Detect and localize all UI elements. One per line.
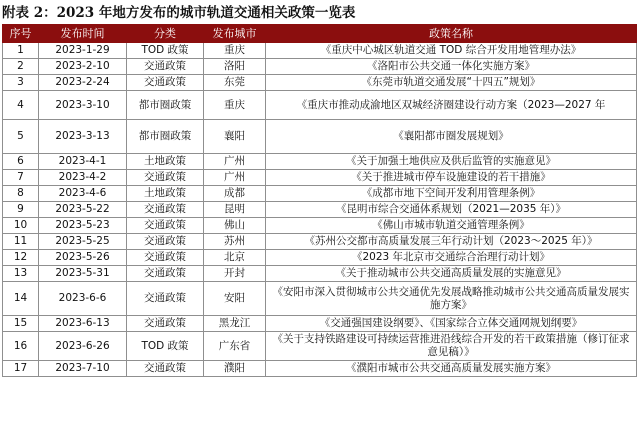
cell-category: 交通政策 xyxy=(127,59,204,75)
cell-date: 2023-2-10 xyxy=(39,59,127,75)
header-policy: 政策名称 xyxy=(266,25,637,43)
cell-no: 9 xyxy=(3,202,39,218)
table-row xyxy=(3,218,637,234)
cell-no: 11 xyxy=(3,234,39,250)
cell-city: 重庆 xyxy=(204,91,266,120)
cell-city: 昆明 xyxy=(204,202,266,218)
cell-date: 2023-4-1 xyxy=(39,154,127,170)
cell-policy: 《重庆市推动成渝地区双城经济圈建设行动方案（2023—2027 年 xyxy=(266,91,637,120)
cell-city: 成都 xyxy=(204,186,266,202)
cell-policy: 《佛山市城市轨道交通管理条例》 xyxy=(266,218,637,234)
cell-policy: 《安阳市深入贯彻城市公共交通优先发展战略推动城市公共交通高质量发展实施方案》 xyxy=(266,282,637,316)
cell-city: 开封 xyxy=(204,266,266,282)
cell-no: 7 xyxy=(3,170,39,186)
table-row xyxy=(3,75,637,91)
cell-date: 2023-3-13 xyxy=(39,120,127,154)
table-row xyxy=(3,43,637,59)
cell-policy: 《苏州公交都市高质量发展三年行动计划（2023～2025 年）》 xyxy=(266,234,637,250)
header-category: 分类 xyxy=(127,25,204,43)
cell-city: 重庆 xyxy=(204,43,266,59)
table-row xyxy=(3,266,637,282)
table-row xyxy=(3,170,637,186)
cell-date: 2023-4-6 xyxy=(39,186,127,202)
table-row xyxy=(3,186,637,202)
cell-policy: 《关于推动城市公共交通高质量发展的实施意见》 xyxy=(266,266,637,282)
table-header-row xyxy=(3,25,637,43)
cell-no: 12 xyxy=(3,250,39,266)
cell-city: 广东省 xyxy=(204,332,266,361)
cell-policy: 《2023 年北京市交通综合治理行动计划》 xyxy=(266,250,637,266)
cell-no: 5 xyxy=(3,120,39,154)
cell-no: 15 xyxy=(3,316,39,332)
cell-category: 都市圈政策 xyxy=(127,120,204,154)
policy-table xyxy=(2,24,637,377)
cell-policy: 《成都市地下空间开发利用管理条例》 xyxy=(266,186,637,202)
cell-policy: 《交通强国建设纲要》、《国家综合立体交通网规划纲要》 xyxy=(266,316,637,332)
cell-policy: 《昆明市综合交通体系规划（2021—2035 年）》 xyxy=(266,202,637,218)
cell-category: TOD 政策 xyxy=(127,332,204,361)
cell-city: 广州 xyxy=(204,170,266,186)
cell-category: 交通政策 xyxy=(127,218,204,234)
cell-policy: 《关于推进城市停车设施建设的若干措施》 xyxy=(266,170,637,186)
cell-no: 8 xyxy=(3,186,39,202)
cell-date: 2023-2-24 xyxy=(39,75,127,91)
cell-date: 2023-5-23 xyxy=(39,218,127,234)
cell-date: 2023-6-26 xyxy=(39,332,127,361)
cell-no: 4 xyxy=(3,91,39,120)
cell-date: 2023-7-10 xyxy=(39,361,127,377)
cell-policy: 《东莞市轨道交通发展“十四五”规划》 xyxy=(266,75,637,91)
cell-no: 6 xyxy=(3,154,39,170)
cell-policy: 《重庆中心城区轨道交通 TOD 综合开发用地管理办法》 xyxy=(266,43,637,59)
cell-policy: 《洛阳市公共交通一体化实施方案》 xyxy=(266,59,637,75)
cell-category: 交通政策 xyxy=(127,266,204,282)
table-row xyxy=(3,154,637,170)
cell-no: 17 xyxy=(3,361,39,377)
cell-city: 濮阳 xyxy=(204,361,266,377)
cell-category: 土地政策 xyxy=(127,154,204,170)
cell-policy: 《关于支持铁路建设可持续运营推进沿线综合开发的若干政策措施（修订征求意见稿）》 xyxy=(266,332,637,361)
table-row xyxy=(3,361,637,377)
cell-date: 2023-6-6 xyxy=(39,282,127,316)
cell-city: 黑龙江 xyxy=(204,316,266,332)
cell-no: 1 xyxy=(3,43,39,59)
cell-date: 2023-1-29 xyxy=(39,43,127,59)
table-row xyxy=(3,202,637,218)
table-row xyxy=(3,120,637,154)
cell-city: 洛阳 xyxy=(204,59,266,75)
cell-date: 2023-5-22 xyxy=(39,202,127,218)
cell-date: 2023-5-25 xyxy=(39,234,127,250)
cell-city: 佛山 xyxy=(204,218,266,234)
cell-no: 14 xyxy=(3,282,39,316)
cell-category: TOD 政策 xyxy=(127,43,204,59)
header-date: 发布时间 xyxy=(39,25,127,43)
table-caption: 附表 2：2023 年地方发布的城市轨道交通相关政策一览表 xyxy=(2,5,356,21)
cell-category: 土地政策 xyxy=(127,186,204,202)
cell-city: 襄阳 xyxy=(204,120,266,154)
cell-no: 3 xyxy=(3,75,39,91)
cell-date: 2023-3-10 xyxy=(39,91,127,120)
cell-category: 交通政策 xyxy=(127,234,204,250)
header-city: 发布城市 xyxy=(204,25,266,43)
cell-policy: 《襄阳都市圈发展规划》 xyxy=(266,120,637,154)
cell-policy: 《关于加强土地供应及供后监管的实施意见》 xyxy=(266,154,637,170)
cell-category: 交通政策 xyxy=(127,170,204,186)
cell-category: 交通政策 xyxy=(127,316,204,332)
cell-no: 10 xyxy=(3,218,39,234)
cell-city: 安阳 xyxy=(204,282,266,316)
cell-category: 交通政策 xyxy=(127,282,204,316)
table-row xyxy=(3,59,637,75)
cell-category: 都市圈政策 xyxy=(127,91,204,120)
table-row xyxy=(3,316,637,332)
cell-city: 东莞 xyxy=(204,75,266,91)
cell-category: 交通政策 xyxy=(127,361,204,377)
table-row xyxy=(3,91,637,120)
cell-no: 2 xyxy=(3,59,39,75)
cell-category: 交通政策 xyxy=(127,250,204,266)
cell-date: 2023-5-26 xyxy=(39,250,127,266)
cell-no: 13 xyxy=(3,266,39,282)
table-row xyxy=(3,234,637,250)
cell-date: 2023-4-2 xyxy=(39,170,127,186)
cell-no: 16 xyxy=(3,332,39,361)
cell-date: 2023-6-13 xyxy=(39,316,127,332)
cell-category: 交通政策 xyxy=(127,75,204,91)
cell-city: 北京 xyxy=(204,250,266,266)
cell-city: 广州 xyxy=(204,154,266,170)
cell-city: 苏州 xyxy=(204,234,266,250)
table-row xyxy=(3,250,637,266)
cell-category: 交通政策 xyxy=(127,202,204,218)
table-row xyxy=(3,332,637,361)
header-no: 序号 xyxy=(3,25,39,43)
cell-date: 2023-5-31 xyxy=(39,266,127,282)
table-row xyxy=(3,282,637,316)
cell-policy: 《濮阳市城市公共交通高质量发展实施方案》 xyxy=(266,361,637,377)
